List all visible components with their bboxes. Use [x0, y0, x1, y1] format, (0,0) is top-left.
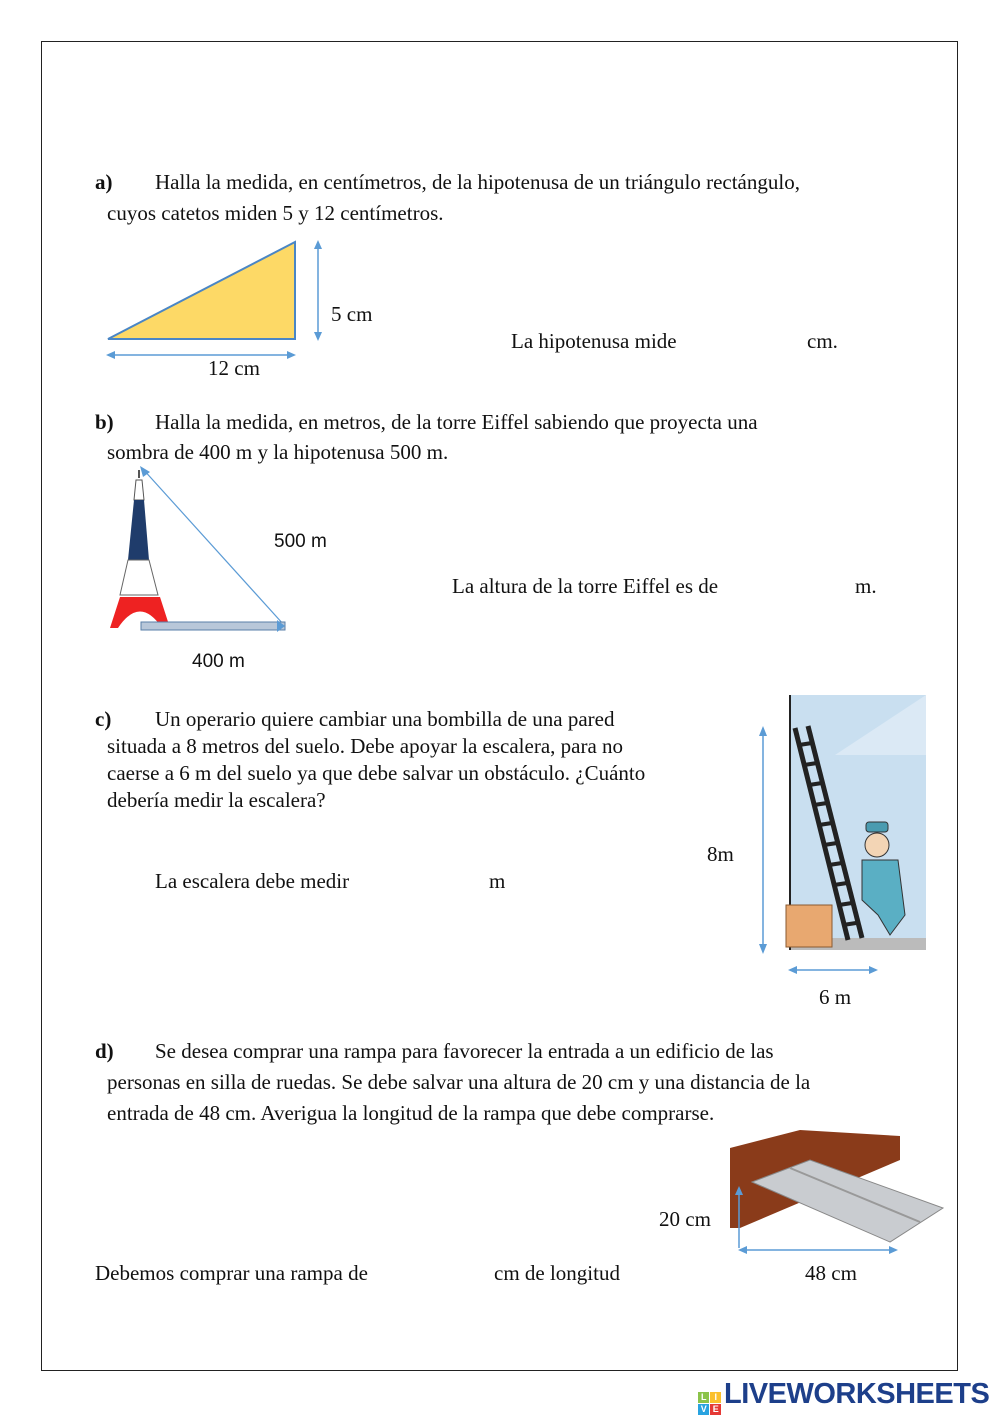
answer-b-prefix: La altura de la torre Eiffel es de: [452, 574, 719, 598]
question-c-line1: Un operario quiere cambiar una bombilla de una pared: [155, 707, 615, 731]
answer-d-prefix: Debemos comprar una rampa de: [95, 1261, 368, 1285]
logo-letter: E: [710, 1404, 721, 1415]
logo-letter: V: [698, 1404, 709, 1415]
answer-a-input[interactable]: [700, 329, 800, 353]
answer-c-prefix: La escalera debe medir: [155, 869, 350, 893]
height-label-d: 20 cm: [659, 1207, 711, 1231]
answer-d-unit: cm de longitud: [494, 1261, 620, 1285]
base-label-d: 48 cm: [805, 1261, 857, 1285]
hyp-label-b: 500 m: [274, 531, 327, 552]
answer-a-unit: cm.: [807, 329, 838, 353]
question-d-line2: personas en silla de ruedas. Se debe salvar una altura de 20 cm y una distancia de la: [107, 1070, 811, 1094]
question-c-line2: situada a 8 metros del suelo. Debe apoyar la escalera, para no: [107, 734, 624, 758]
label-c: c): [95, 707, 112, 731]
base-label-b: 400 m: [192, 651, 245, 672]
logo-icon: [698, 1392, 721, 1415]
ramp-illustration: [0, 0, 1, 1]
question-d-line1: Se desea comprar una rampa para favorecer la entrada a un edificio de las: [155, 1039, 774, 1063]
question-c-line3: caerse a 6 m del suelo ya que debe salvar un obstáculo. ¿Cuánto: [107, 761, 646, 785]
answer-c-input[interactable]: [378, 869, 483, 893]
logo-letter: L: [698, 1392, 709, 1403]
label-d: d): [95, 1039, 114, 1063]
answer-a-prefix: La hipotenusa mide: [511, 329, 677, 353]
question-b-line2: sombra de 400 m y la hipotenusa 500 m.: [107, 440, 449, 464]
answer-c-unit: m: [489, 869, 506, 893]
label-a: a): [95, 170, 113, 194]
answer-b-input[interactable]: [755, 574, 850, 598]
base-label-c: 6 m: [819, 985, 852, 1009]
label-b: b): [95, 410, 114, 434]
answer-d-input[interactable]: [405, 1261, 490, 1285]
base-label-a: 12 cm: [208, 356, 260, 380]
height-label-a: 5 cm: [331, 302, 373, 326]
liveworksheets-logo: [698, 1378, 989, 1415]
question-a-line2: cuyos catetos miden 5 y 12 centímetros.: [107, 201, 444, 225]
logo-text: LIVEWORKSHEETS: [724, 1378, 990, 1410]
answer-b-unit: m.: [855, 574, 877, 598]
logo-letter: I: [710, 1392, 721, 1403]
question-b-line1: Halla la medida, en metros, de la torre Eiffel sabiendo que proyecta una: [155, 410, 758, 434]
height-label-c: 8m: [707, 842, 734, 866]
question-d-line3: entrada de 48 cm. Averigua la longitud de la rampa que debe comprarse.: [107, 1101, 715, 1125]
question-a-line1: Halla la medida, en centímetros, de la hipotenusa de un triángulo rectángulo,: [155, 170, 800, 194]
question-c-line4: debería medir la escalera?: [107, 788, 326, 812]
